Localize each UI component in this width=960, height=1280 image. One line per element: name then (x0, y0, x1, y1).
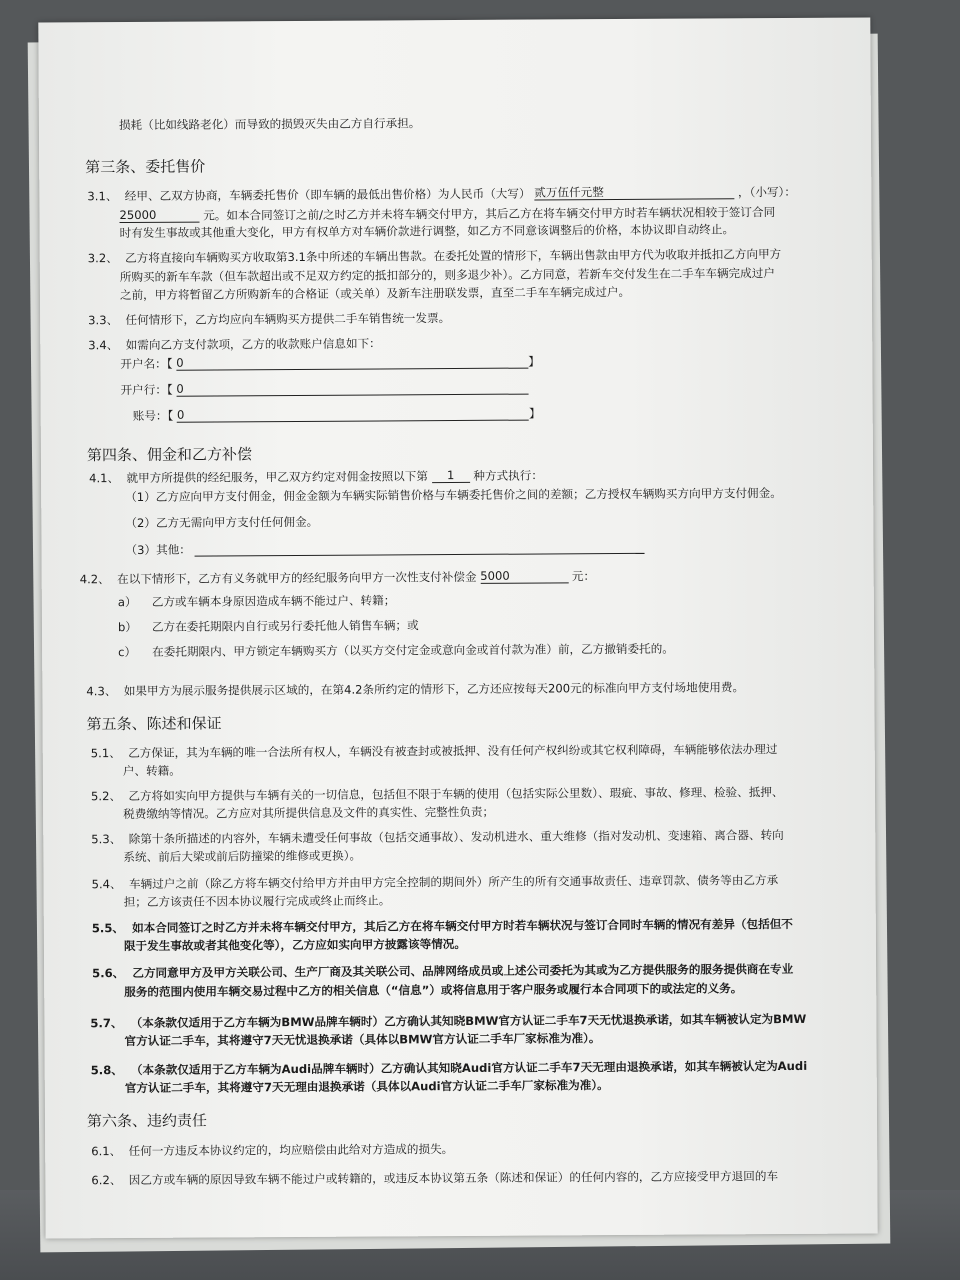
clause-5-8-line-2: 官方认证二手车，其将遵守7天无理由退换承诺（具体以Audi官方认证二手车厂家标准为准）。 (124, 1078, 609, 1096)
clause-3-2-line-1 (88, 247, 782, 265)
clause-text-tail: 元： (571, 569, 596, 584)
clause-text: （本条款仅适用于乙方车辆为BMW品牌车辆时）乙方确认其知晓BMW官方认证二手车7天无忧退换承诺，如其车辆被认定为BMW (130, 1011, 807, 1031)
clause-number: 3.4、 (88, 338, 119, 353)
clause-6-1-line-1 (91, 1142, 453, 1158)
clause-number: 5.7、 (90, 1016, 123, 1031)
condition-b (118, 618, 419, 634)
clause-text: 乙方将直接向车辆购买方收取第3.1条中所述的车辆出售款。在委托处置的情形下，车辆出售款由甲方代为收取并抵扣乙方向甲方 (125, 247, 782, 266)
clause-5-4-line-2: 担；乙方该责任不因本协议履行完成或终止而终止。 (123, 893, 391, 910)
account-bank-label: 开户行：【 (120, 382, 173, 398)
clause-text: 乙方将如实向甲方提供与车辆有关的一切信息，包括但不限于车辆的使用（包括实际公里数）、瑕疵、事故、修理、检验、抵押、 (128, 785, 784, 804)
account-name-value: 0 (176, 355, 184, 370)
clause-number: 5.1、 (90, 746, 121, 761)
bracket-close: 】 (528, 354, 540, 369)
clause-5-6-line-1 (92, 962, 793, 980)
clause-text-tail: ，（小写）： (737, 184, 796, 200)
clause-number: 5.5、 (91, 921, 125, 936)
section-4-title: 第四条、佣金和乙方补偿 (86, 445, 253, 465)
condition-b-text: 乙方在委托期限内自行或另行委托他人销售车辆；或 (151, 618, 419, 634)
clause-5-2-line-2: 税费缴纳等情况。乙方应对其所提供信息及文件的真实性、完整性负责； (123, 804, 495, 822)
clause-number: 5.4、 (91, 877, 122, 892)
account-number-label: 账号：【 (132, 408, 174, 423)
clause-number: 5.6、 (92, 966, 125, 981)
clause-3-2-line-3: 之前，甲方将暂留乙方所购新车的合格证（或关单）及新车注册联发票，直至二手车车辆完成过户。 (119, 284, 631, 303)
section-3-title: 第三条、委托售价 (85, 157, 206, 177)
clause-5-4-line-1 (92, 873, 779, 891)
condition-c-mark: c） (118, 644, 137, 660)
clause-3-3-line-1 (88, 311, 450, 327)
clause-5-7-line-2: 官方认证二手车，其将遵守7天无忧退换承诺（具体以BMW官方认证二手车厂家标准为准）。 (124, 1031, 601, 1049)
clause-text: 如果甲方为展示服务提供展示区域的，在第4.2条所约定的情形下，乙方还应按每天200元的标准向甲方支付场地使用费。 (123, 680, 745, 699)
clause-text: 因乙方或车辆的原因导致车辆不能过户或转籍的，或违反本协议第五条（陈述和保证）的任何内容的，乙方应接受甲方退回的车 (128, 1169, 779, 1188)
clause-3-4-line-1 (88, 336, 381, 352)
clause-4-3-line-1 (86, 680, 744, 698)
clause-5-2-line-1 (91, 785, 784, 803)
condition-c (118, 642, 674, 659)
account-name-label: 开户名：【 (120, 356, 173, 372)
clause-3-1-line-3: 时有发生事故或其他重大变化，甲方有权单方对车辆价款进行调整，如乙方不同意该调整后的价格，本协议即自动终止。 (119, 222, 735, 241)
clause-number: 3.3、 (88, 313, 119, 328)
clause-text: 除第十条所描述的内容外，车辆未遭受任何事故（包括交通事故）、发动机进水、重大维修（指对发动机、变速箱、离合器、转向 (128, 828, 784, 847)
clause-number: 4.2、 (79, 572, 110, 587)
clause-number: 3.1、 (87, 189, 118, 204)
clause-text: 如本合同签订之时乙方并未将车辆交付甲方，其后乙方在将车辆交付甲方时若车辆状况与签订合同时车辆的情况有差异（包括但不 (132, 916, 793, 935)
clause-5-5-line-2: 限于发生事故或者其他变化等），乙方应如实向甲方披露该等情况。 (123, 936, 466, 954)
account-name-row (120, 353, 540, 371)
option-1: （1）乙方应向甲方支付佣金，佣金金额为车辆实际销售价格与车辆委托售价之间的差额；乙方授权车辆购买方向甲方支付佣金。 (125, 486, 782, 505)
clause-4-1-line-1 (89, 467, 543, 485)
clause-5-3-line-2: 系统、前后大梁或前后防撞梁的维修或更换）。 (123, 848, 362, 865)
account-name-field (176, 354, 528, 371)
account-bank-field (176, 380, 528, 397)
clause-number: 4.3、 (86, 684, 117, 699)
clause-number: 5.3、 (91, 832, 122, 847)
amount-in-words-value: 贰万伍仟元整 (534, 185, 604, 200)
clause-3-1-line-2 (119, 204, 775, 223)
condition-a (118, 593, 396, 609)
clause-5-3-line-1 (91, 828, 784, 846)
compensation-amount-value: 5000 (480, 568, 510, 583)
clause-text: 就甲方所提供的经纪服务，甲乙双方约定对佣金按照以下第 (126, 469, 428, 486)
clause-number: 6.1、 (91, 1144, 122, 1159)
account-bank-row (120, 380, 528, 397)
option-2: （2）乙方无需向甲方支付任何佣金。 (125, 514, 319, 531)
clause-3-2-line-2: 所购买的新车车款（但车款超出或不足双方约定的抵扣部分的，则多退少补）。乙方同意，若新车交付发生在二手车车辆完成过户 (119, 266, 775, 285)
clause-4-2-line-1 (80, 568, 596, 586)
clause-text: 乙方保证，其为车辆的唯一合法所有权人，车辆没有被查封或被抵押、没有任何产权纠纷或其它权利障碍，车辆能够依法办理过 (128, 742, 778, 761)
clause-number: 6.2、 (91, 1173, 122, 1188)
section-6-title: 第六条、违约责任 (86, 1111, 208, 1131)
intro-line: 损耗（比如线路老化）而导致的损毁灭失由乙方自行承担。 (118, 116, 421, 133)
account-number-field (177, 406, 529, 423)
clause-number: 3.2、 (87, 251, 118, 266)
account-number-row (133, 405, 541, 422)
clause-5-1-line-1 (91, 742, 778, 760)
amount-in-words-field (534, 184, 734, 200)
contract-page (38, 17, 877, 1238)
amount-in-digits-value: 25000 (119, 207, 157, 223)
clause-5-1-line-2: 户、转籍。 (122, 763, 181, 779)
commission-option-value: 1 (446, 468, 455, 483)
clause-5-5-line-1 (92, 917, 793, 935)
condition-a-mark: a） (117, 594, 137, 610)
account-number-value: 0 (176, 407, 185, 422)
compensation-amount-field (480, 568, 568, 584)
clause-text: 乙方同意甲方及甲方关联公司、生产厂商及其关联公司、品牌网络成员或上述公司委托为其或为乙方提供服务的服务提供商在专业 (132, 961, 794, 980)
option-3 (125, 539, 644, 557)
clause-6-2-line-1 (91, 1169, 778, 1187)
clause-5-8-line-1 (91, 1059, 808, 1077)
option-3-blank (195, 539, 645, 557)
clause-text: 任何情形下，乙方均应向车辆购买方提供二手车销售统一发票。 (125, 311, 451, 328)
amount-in-digits-field (119, 208, 199, 223)
clause-text: 经甲、乙双方协商，车辆委托售价（即车辆的最低出售价格）为人民币（大写） (124, 186, 531, 204)
clause-5-6-line-2: 服务的范围内使用车辆交易过程中乙方的相关信息（“信息”）或将信息用于客户服务或履行本合同项下的或法定的义务。 (124, 981, 743, 1000)
commission-option-field (432, 468, 470, 483)
clause-5-7-line-1 (90, 1012, 806, 1030)
clause-text: 如需向乙方支付款项，乙方的收款账户信息如下： (125, 336, 381, 353)
clause-number: 5.2、 (90, 789, 122, 804)
clause-text: （本条款仅适用于乙方车辆为Audi品牌车辆时）乙方确认其知晓Audi官方认证二手车7天无理由退换承诺，如其车辆被认定为Audi (130, 1058, 808, 1078)
clause-text-tail: 种方式执行： (473, 468, 543, 483)
clause-3-1-line-1 (87, 184, 796, 203)
option-3-label: （3）其他： (125, 542, 191, 558)
clause-text: 车辆过户之前（除乙方将车辆交付给甲方并由甲方完全控制的期间外）所产生的所有交通事故责任、违章罚款、债务等由乙方承 (128, 873, 779, 892)
condition-c-text: 在委托期限内、甲方锁定车辆购买方（以买方交付定金或意向金或首付款为准）前，乙方撤销委托的。 (152, 641, 674, 659)
clause-number: 4.1、 (89, 471, 120, 486)
bracket-close: 】 (528, 406, 541, 421)
clause-text: 在以下情形下，乙方有义务就甲方的经纪服务向甲方一次性支付补偿金 (117, 569, 477, 587)
clause-text: 任何一方违反本协议约定的，均应赔偿由此给对方造成的损失。 (128, 1142, 454, 1159)
clause-text: 元。如本合同签订之前/之时乙方并未将车辆交付甲方，其后乙方在将车辆交付甲方时若车辆状况相较于签订合同 (203, 205, 776, 223)
condition-b-mark: b） (117, 619, 137, 635)
condition-a-text: 乙方或车辆本身原因造成车辆不能过户、转籍； (151, 593, 396, 609)
account-bank-value: 0 (176, 381, 184, 396)
clause-number: 5.8、 (90, 1063, 123, 1078)
section-5-title: 第五条、陈述和保证 (86, 714, 222, 734)
